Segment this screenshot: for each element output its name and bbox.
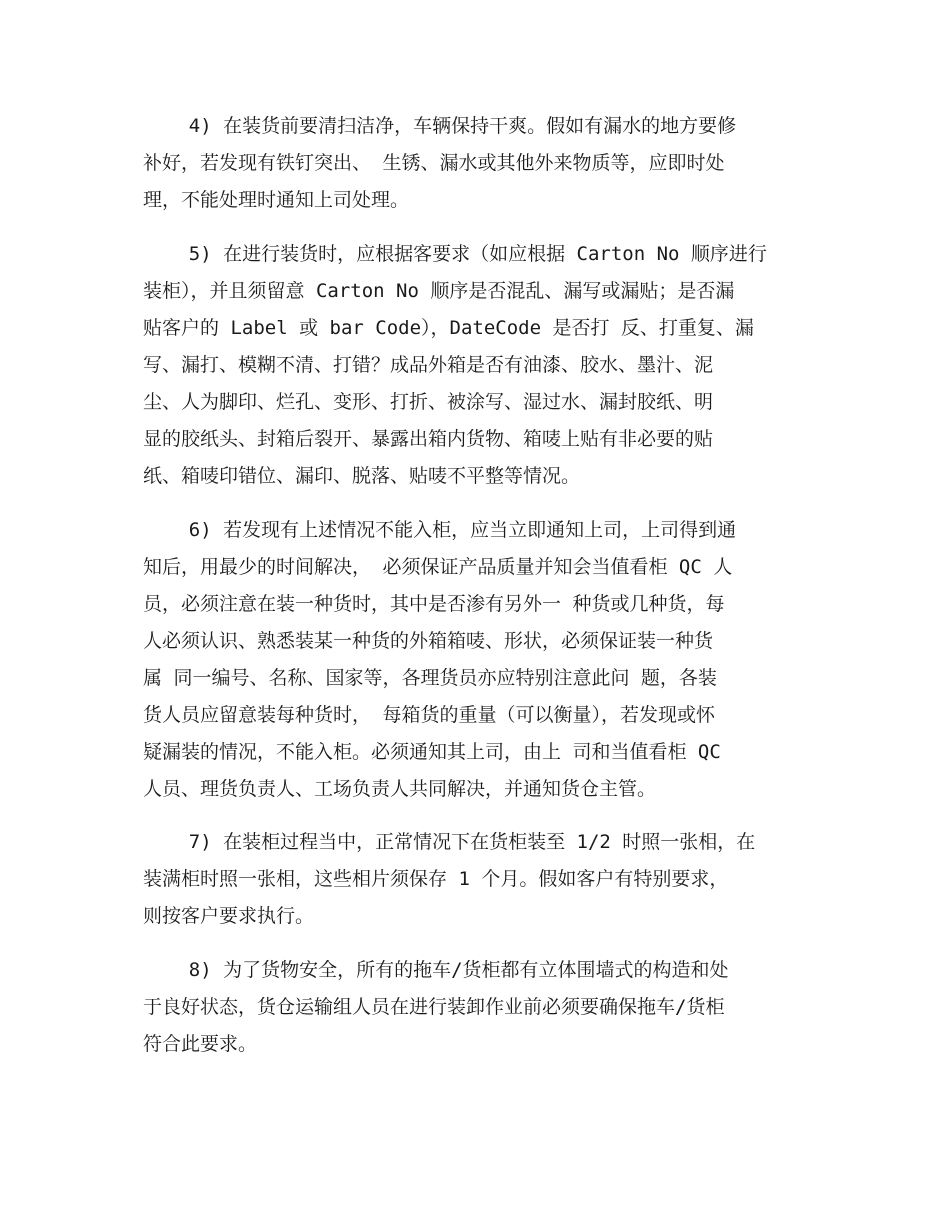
paragraph-line: 8) 为了货物安全，所有的拖车/货柜都有立体围墙式的构造和处 — [143, 959, 729, 981]
paragraph-line: 贴客户的 Label 或 bar Code），DateCode 是否打 反、打重复、漏 — [143, 317, 754, 339]
paragraph-line: 理，不能处理时通知上司处理。 — [143, 189, 410, 211]
paragraph-line: 写、漏打、模糊不清、打错？成品外箱是否有油漆、胶水、墨汁、泥 — [143, 354, 714, 376]
paragraph-line: 补好，若发现有铁钉突出、 生锈、漏水或其他外来物质等，应即时处 — [143, 152, 725, 174]
paragraph-item-5 — [143, 236, 813, 495]
paragraph-line: 5) 在进行装货时，应根据客要求（如应根据 Carton No 顺序进行 — [143, 243, 767, 265]
paragraph-line: 知后，用最少的时间解决， 必须保证产品质量并知会当值看柜 QC 人 — [143, 556, 733, 578]
paragraph-line: 疑漏装的情况，不能入柜。必须通知其上司，由上 司和当值看柜 QC — [143, 741, 721, 763]
paragraph-line: 人员、理货负责人、工场负责人共同解决，并通知货仓主管。 — [143, 778, 657, 800]
paragraph-item-7 — [143, 824, 813, 935]
paragraph-item-8 — [143, 952, 813, 1063]
paragraph-line: 4) 在装货前要清扫洁净，车辆保持干爽。假如有漏水的地方要修 — [143, 115, 737, 137]
paragraph-line: 尘、人为脚印、烂孔、变形、打折、被涂写、湿过水、漏封胶纸、明 — [143, 391, 714, 413]
paragraph-line: 符合此要求。 — [143, 1033, 258, 1055]
paragraph-line: 纸、箱唛印错位、漏印、脱落、贴唛不平整等情况。 — [143, 465, 581, 487]
paragraph-item-4 — [143, 108, 813, 219]
paragraph-line: 7) 在装柜过程当中，正常情况下在货柜装至 1/2 时照一张相，在 — [143, 831, 756, 853]
paragraph-line: 装柜），并且须留意 Carton No 顺序是否混乱、漏写或漏贴；是否漏 — [143, 280, 735, 302]
paragraph-line: 货人员应留意装每种货时， 每箱货的重量（可以衡量），若发现或怀 — [143, 704, 715, 726]
paragraph-line: 6) 若发现有上述情况不能入柜，应当立即通知上司，上司得到通 — [143, 519, 737, 541]
paragraph-line: 人必须认识、熟悉装某一种货的外箱箱唛、形状，必须保证装一种货 — [143, 630, 714, 652]
paragraph-line: 于良好状态，货仓运输组人员在进行装卸作业前必须要确保拖车/货柜 — [143, 996, 725, 1018]
paragraph-line: 属 同一编号、名称、国家等，各理货员亦应特别注意此问 题，各装 — [143, 667, 717, 689]
paragraph-line: 则按客户要求执行。 — [143, 905, 315, 927]
paragraph-line: 员，必须注意在装一种货时，其中是否渗有另外一 种货或几种货，每 — [143, 593, 725, 615]
paragraph-line: 显的胶纸头、封箱后裂开、暴露出箱内货物、箱唛上贴有非必要的贴 — [143, 428, 714, 450]
paragraph-line: 装满柜时照一张相，这些相片须保存 1 个月。假如客户有特别要求， — [143, 868, 729, 890]
paragraph-item-6 — [143, 512, 813, 808]
